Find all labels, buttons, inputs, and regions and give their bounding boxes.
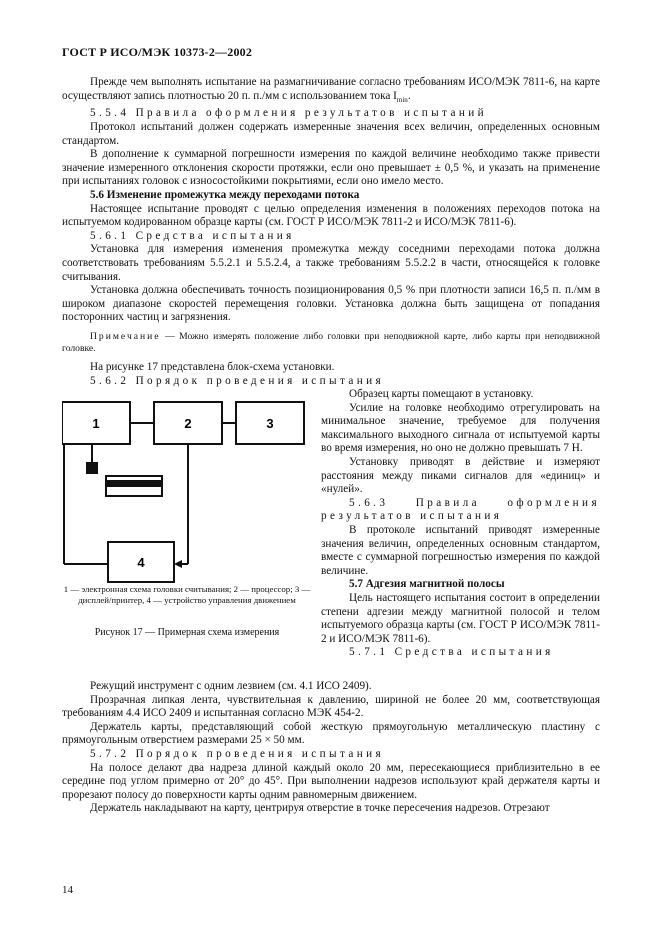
section-heading-5-6: 5.6 Изменение промежутка между переходами потока bbox=[90, 188, 360, 201]
read-head bbox=[86, 462, 98, 474]
section-heading-5-6-2: 5.6.2 Порядок проведения испытания bbox=[90, 374, 385, 387]
page-number: 14 bbox=[62, 884, 73, 896]
section-heading-5-7: 5.7 Адгезия магнитной полосы bbox=[349, 578, 505, 591]
page-body bbox=[62, 76, 600, 816]
paragraph: Усилие на головке необходимо отрегулировать на минимальное значение, требуемое для получения максимального выходного сигнала от испытуемой карты во время измерения, но оно не должно превышать 7 Н. bbox=[321, 401, 600, 455]
paragraph: Установка должна обеспечивать точность позиционирования 0,5 % при плотности записи 16,5 п. п./мм в широком диапазоне скоростей перемещения головки. Установка должна быть защищена от попадания посторонних частиц и загрязнения. bbox=[62, 284, 600, 324]
paragraph: В протоколе испытаний приводят измеренные значения величин, определенных основным стандартом, вместе с суммарной погрешностью измерения по каждой величине. bbox=[321, 524, 600, 577]
document-header: ГОСТ Р ИСО/МЭК 10373-2—2002 bbox=[62, 45, 253, 59]
figure-caption: Рисунок 17 — Примерная схема измерения bbox=[94, 627, 280, 639]
paragraph: Держатель накладывают на карту, центрируя отверстие в точке пересечения надрезов. Отрезают bbox=[90, 802, 550, 815]
paragraph: Режущий инструмент с одним лезвием (см. 4.1 ИСО 2409). bbox=[90, 680, 372, 693]
arrow-head bbox=[174, 560, 182, 568]
section-heading-5-5-4: 5.5.4 Правила оформления результатов испытаний bbox=[90, 107, 487, 120]
section-heading-5-6-1: 5.6.1 Средства испытания bbox=[90, 229, 295, 242]
right-column bbox=[321, 388, 600, 660]
paragraph: Настоящее испытание проводят с целью определения изменения в положениях переходов потока на испытуемом кодированном образце карты (см. ГОСТ Р ИСО/МЭК 7811-2 и ИСО/МЭК 7811-6). bbox=[62, 202, 600, 229]
box-2-label: 2 bbox=[184, 416, 192, 432]
paragraph: Держатель карты, представляющий собой жесткую прямоугольную металлическую пластину с прямоугольным отверстием размерами 25 × 50 мм. bbox=[62, 720, 600, 747]
box-1-label: 1 bbox=[92, 416, 100, 432]
note: Примечание — Можно измерять положение либо головки при неподвижной карте, либо карты при неподвижной головке. bbox=[62, 330, 600, 354]
box-3-label: 3 bbox=[266, 416, 274, 432]
paragraph: Установка для измерения изменения промежутка между соседними переходами потока должна соответствовать требованиям 5.5.2.1 и 5.5.2.4, а также требованиям 5.5.2.2 в части, относящейся к головке считывания. bbox=[62, 243, 600, 283]
section-heading-5-7-2: 5.7.2 Порядок проведения испытания bbox=[90, 748, 385, 761]
paragraph: В дополнение к суммарной погрешности измерения по каждой величине необходимо также привести значение измеренного отклонения скорости протяжки, если оно превышает ± 0,5 %, и указать на применение при испытаниях головок с износостойкими покрытиями, если оно имело место. bbox=[62, 148, 600, 188]
section-heading-5-7-1: 5.7.1 Средства испытания bbox=[349, 646, 554, 659]
paragraph: На полосе делают два надреза длиной каждый около 20 мм, пересекающиеся приблизительно в ее середине под углом примерно от 20° до 45°. При выполнении надрезов используют край держателя карты и прорезают полосу до поверхности карты одним равномерным движением. bbox=[62, 761, 600, 801]
block-diagram-svg bbox=[62, 388, 312, 588]
paragraph: Образец карты помещают в установку. bbox=[349, 388, 534, 401]
magnetic-stripe bbox=[106, 480, 162, 487]
section-heading-5-6-3: 5.6.3 Правила оформления результатов испытания bbox=[321, 496, 600, 523]
paragraph: На рисунке 17 представлена блок-схема установки. bbox=[90, 360, 335, 373]
paragraph: Цель настоящего испытания состоит в определении степени адгезии между магнитной полосой и телом испытуемого образца карты (см. ГОСТ Р ИСО/МЭК 7811-2 и ИСО/МЭК 7811-6). bbox=[321, 592, 600, 645]
figure-section bbox=[62, 388, 600, 680]
paragraph: Прежде чем выполнять испытание на размагничивание согласно требованиям ИСО/МЭК 7811-6, на карте осуществляют запись плотностью 20 п. п./мм с использованием тока $I_{min}$. bbox=[62, 76, 600, 104]
figure-legend: 1 — электронная схема головки считывания; 2 — процессор; 3 — дисплей/принтер, 4 — устройство управления движением bbox=[63, 584, 311, 606]
paragraph: Прозрачная липкая лента, чувствительная к давлению, шириной не более 20 мм, соответствующая требованиям 4.4 ИСО 2409 и испытанная согласно МЭК 454-2. bbox=[62, 693, 600, 720]
paragraph: Протокол испытаний должен содержать измеренные значения всех величин, определенных основным стандартом. bbox=[62, 121, 600, 147]
block-diagram bbox=[62, 388, 312, 678]
paragraph: Установку приводят в действие и измеряют расстояния между пиками сигналов для «единиц» и «нулей». bbox=[321, 456, 600, 496]
box-4-label: 4 bbox=[137, 555, 145, 571]
